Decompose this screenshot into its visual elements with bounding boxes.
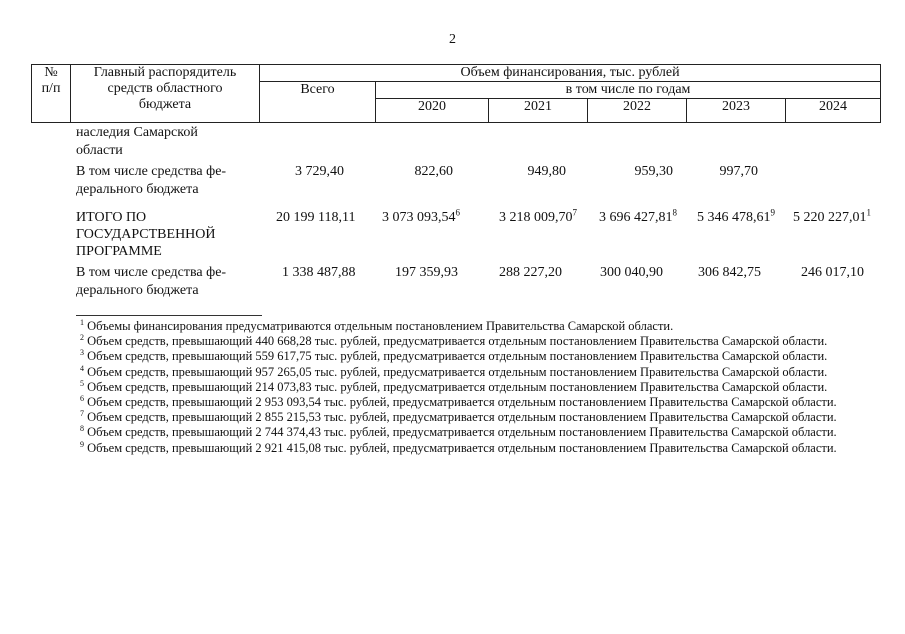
footnote-item: $^2$ Объем средств, превышающий 440 668,28 тыс. рублей, предусматривается отдельным постановлением Правительства Самарской области. (80, 333, 828, 349)
row-fed1-2023: 997,70 (719, 164, 758, 179)
header-total: Всего (260, 82, 376, 123)
header-number-line2: п/п (41, 81, 61, 96)
footnote-item: $^1$ Объемы финансирования предусматриваются отдельным постановлением Правительства Самарской области. (80, 317, 674, 333)
footnote-separator (76, 315, 262, 316)
row-cont-label-line2: области (76, 143, 123, 158)
row-cont-label-line1: наследия Самарской (76, 125, 198, 140)
row-fed2-2024: 246 017,10 (801, 265, 864, 280)
header-volume: Объем финансирования, тыс. рублей (260, 65, 881, 82)
row-total-label-line2: ГОСУДАРСТВЕННОЙ (76, 227, 216, 242)
header-manager-line2: средств областного (107, 81, 223, 96)
row-fed2-2021: 288 227,20 (499, 265, 562, 280)
footnote-item: $^9$ Объем средств, превышающий 2 921 415,08 тыс. рублей, предусматривается отдельным постановлением Правительства Самарской области. (80, 439, 837, 455)
footnotes (80, 319, 880, 456)
row-fed2-label-line1: В том числе средства фе- (76, 265, 227, 280)
row-fed1-total: 3 729,40 (295, 164, 344, 179)
footnote-item: $^4$ Объем средств, превышающий 957 265,05 тыс. рублей, предусматривается отдельным постановлением Правительства Самарской области. (80, 363, 828, 379)
row-fed2-2020: 197 359,93 (395, 265, 458, 280)
footnote-item: $^8$ Объем средств, превышающий 2 744 374,43 тыс. рублей, предусматривается отдельным постановлением Правительства Самарской области. (80, 424, 837, 440)
row-fed1-label-line1: В том числе средства фе- (76, 164, 227, 179)
row-fed2-total: 1 338 487,88 (282, 265, 356, 280)
row-fed2-label-line2: дерального бюджета (76, 283, 199, 298)
row-fed2-2023: 306 842,75 (698, 265, 761, 280)
header-number-line1: № (44, 65, 58, 80)
header-year-2020: 2020 (376, 99, 489, 123)
row-fed1-2021: 949,80 (527, 164, 566, 179)
page-number: 2 (449, 32, 456, 47)
header-number (32, 65, 71, 123)
row-fed1-2020: 822,60 (414, 164, 453, 179)
header-year-2024: 2024 (786, 99, 881, 123)
header-year-2023: 2023 (687, 99, 786, 123)
header-manager-line3: бюджета (138, 97, 192, 112)
row-total-label-line1: ИТОГО ПО (76, 210, 147, 225)
row-total-2024: 5 220 227,01$^1$ (793, 207, 871, 225)
header-year-2021: 2021 (489, 99, 588, 123)
row-fed1-2022: 959,30 (634, 164, 673, 179)
row-total-2020: 3 073 093,54$^6$ (382, 207, 460, 225)
footnote-item: $^7$ Объем средств, превышающий 2 855 215,53 тыс. рублей, предусматривается отдельным постановлением Правительства Самарской области. (80, 409, 837, 425)
header-by-years: в том числе по годам (376, 82, 881, 99)
row-fed2-2022: 300 040,90 (600, 265, 663, 280)
header-manager-line1: Главный распорядитель (93, 65, 237, 80)
header-year-2022: 2022 (588, 99, 687, 123)
row-total-2023: 5 346 478,61$^9$ (697, 207, 775, 225)
footnote-item: $^6$ Объем средств, превышающий 2 953 093,54 тыс. рублей, предусматривается отдельным постановлением Правительства Самарской области. (80, 393, 837, 410)
row-total-label-line3: ПРОГРАММЕ (76, 244, 162, 259)
row-total-2022: 3 696 427,81$^8$ (599, 207, 677, 225)
header-manager (71, 65, 260, 123)
row-total-total: 20 199 118,11 (276, 210, 356, 225)
row-total-2021: 3 218 009,70$^7$ (499, 207, 577, 225)
footnote-item: $^3$ Объем средств, превышающий 559 617,75 тыс. рублей, предусматривается отдельным постановлением Правительства Самарской области. (80, 348, 828, 364)
footnote-item: $^5$ Объем средств, превышающий 214 073,83 тыс. рублей, предусматривается отдельным постановлением Правительства Самарской области. (80, 378, 828, 394)
table-header (31, 64, 881, 123)
row-fed1-label-line2: дерального бюджета (76, 182, 199, 197)
